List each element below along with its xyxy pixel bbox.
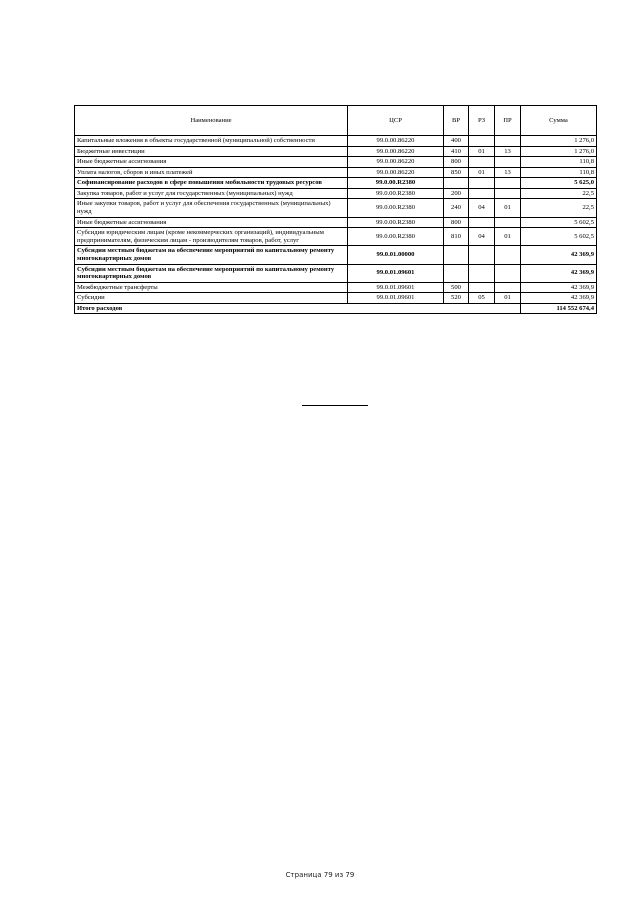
cell-rz (469, 264, 495, 282)
cell-sum: 42 369,9 (521, 264, 597, 282)
cell-pr (495, 246, 521, 264)
cell-csr: 99.0.00.R2380 (348, 188, 444, 199)
cell-name: Бюджетные инвестиции (75, 146, 348, 157)
cell-name: Субсидии местным бюджетам на обеспечение мероприятий по капитальному ремонту многоквартирных домов (75, 246, 348, 264)
cell-name: Софинансирование расходов в сфере повышения мобильности трудовых ресурсов (75, 178, 348, 189)
cell-rz (469, 246, 495, 264)
header-sum: Сумма (521, 106, 597, 136)
cell-rz (469, 157, 495, 168)
cell-rz: 04 (469, 199, 495, 217)
cell-csr: 99.0.01.09601 (348, 293, 444, 304)
cell-sum: 22,5 (521, 199, 597, 217)
cell-pr: 01 (495, 199, 521, 217)
cell-rz: 01 (469, 167, 495, 178)
cell-rz (469, 282, 495, 293)
cell-vr: 200 (444, 188, 469, 199)
cell-sum: 22,5 (521, 188, 597, 199)
cell-pr (495, 264, 521, 282)
cell-csr: 99.0.00.R2380 (348, 199, 444, 217)
cell-pr (495, 282, 521, 293)
cell-pr: 13 (495, 146, 521, 157)
cell-name: Иные бюджетные ассигнования (75, 217, 348, 228)
cell-rz: 04 (469, 228, 495, 246)
cell-csr: 99.0.00.R2380 (348, 178, 444, 189)
cell-vr: 410 (444, 146, 469, 157)
cell-vr (444, 264, 469, 282)
cell-csr: 99.0.01.09601 (348, 264, 444, 282)
cell-csr: 99.0.01.00000 (348, 246, 444, 264)
cell-csr: 99.0.00.86220 (348, 157, 444, 168)
cell-sum: 42 369,9 (521, 293, 597, 304)
cell-name: Субсидии юридическим лицам (кроме некоммерческих организаций), индивидуальным предпринимателям, физическим лицам - производителям товаров, работ, услуг (75, 228, 348, 246)
cell-sum: 110,8 (521, 157, 597, 168)
cell-name: Субсидии (75, 293, 348, 304)
cell-pr (495, 178, 521, 189)
cell-vr (444, 246, 469, 264)
cell-vr (444, 178, 469, 189)
cell-name: Уплата налогов, сборов и иных платежей (75, 167, 348, 178)
cell-sum: 42 369,9 (521, 246, 597, 264)
header-csr: ЦСР (348, 106, 444, 136)
table-row (75, 246, 597, 264)
cell-sum: 5 602,5 (521, 217, 597, 228)
page-number: Страница 79 из 79 (285, 871, 355, 879)
table-row (75, 167, 597, 178)
cell-rz (469, 178, 495, 189)
table-row (75, 199, 597, 217)
table-body (75, 136, 597, 314)
cell-name: Иные бюджетные ассигнования (75, 157, 348, 168)
table-row (75, 136, 597, 147)
table-row (75, 157, 597, 168)
header-rz: РЗ (469, 106, 495, 136)
cell-rz (469, 188, 495, 199)
total-row (75, 303, 597, 314)
table-row (75, 217, 597, 228)
header-name: Наименование (75, 106, 348, 136)
cell-rz (469, 217, 495, 228)
cell-rz: 01 (469, 146, 495, 157)
table-row (75, 178, 597, 189)
header-vr: ВР (444, 106, 469, 136)
cell-pr: 01 (495, 228, 521, 246)
cell-sum: 5 625,0 (521, 178, 597, 189)
expenses-table (74, 105, 597, 314)
cell-name: Субсидии местным бюджетам на обеспечение мероприятий по капитальному ремонту многоквартирных домов (75, 264, 348, 282)
total-label: Итого расходов (75, 303, 521, 314)
table-row (75, 146, 597, 157)
cell-csr: 99.0.00.R2380 (348, 228, 444, 246)
cell-vr: 500 (444, 282, 469, 293)
total-sum: 114 552 674,4 (521, 303, 597, 314)
cell-pr (495, 217, 521, 228)
cell-csr: 99.0.00.R2380 (348, 217, 444, 228)
cell-csr: 99.0.01.09601 (348, 282, 444, 293)
table-row (75, 188, 597, 199)
cell-name: Закупка товаров, работ и услуг для государственных (муниципальных) нужд (75, 188, 348, 199)
cell-pr (495, 136, 521, 147)
cell-name: Межбюджетные трансферты (75, 282, 348, 293)
cell-vr: 520 (444, 293, 469, 304)
cell-sum: 5 602,5 (521, 228, 597, 246)
cell-pr: 01 (495, 293, 521, 304)
cell-name: Капитальные вложения в объекты государственной (муниципальной) собственности (75, 136, 348, 147)
table-row (75, 282, 597, 293)
cell-vr: 800 (444, 157, 469, 168)
cell-vr: 810 (444, 228, 469, 246)
cell-vr: 800 (444, 217, 469, 228)
cell-sum: 110,8 (521, 167, 597, 178)
table-row (75, 293, 597, 304)
cell-pr (495, 157, 521, 168)
cell-pr: 13 (495, 167, 521, 178)
cell-csr: 99.0.00.86220 (348, 136, 444, 147)
cell-sum: 42 369,9 (521, 282, 597, 293)
table-header-row (75, 106, 597, 136)
cell-name: Иные закупки товаров, работ и услуг для обеспечения государственных (муниципальных) нужд (75, 199, 348, 217)
cell-pr (495, 188, 521, 199)
separator-line (302, 405, 368, 406)
header-pr: ПР (495, 106, 521, 136)
cell-vr: 850 (444, 167, 469, 178)
cell-vr: 240 (444, 199, 469, 217)
table-row (75, 228, 597, 246)
cell-csr: 99.0.00.86220 (348, 146, 444, 157)
table-row (75, 264, 597, 282)
cell-vr: 400 (444, 136, 469, 147)
cell-sum: 1 276,0 (521, 146, 597, 157)
cell-sum: 1 276,0 (521, 136, 597, 147)
cell-csr: 99.0.00.86220 (348, 167, 444, 178)
cell-rz (469, 136, 495, 147)
cell-rz: 05 (469, 293, 495, 304)
